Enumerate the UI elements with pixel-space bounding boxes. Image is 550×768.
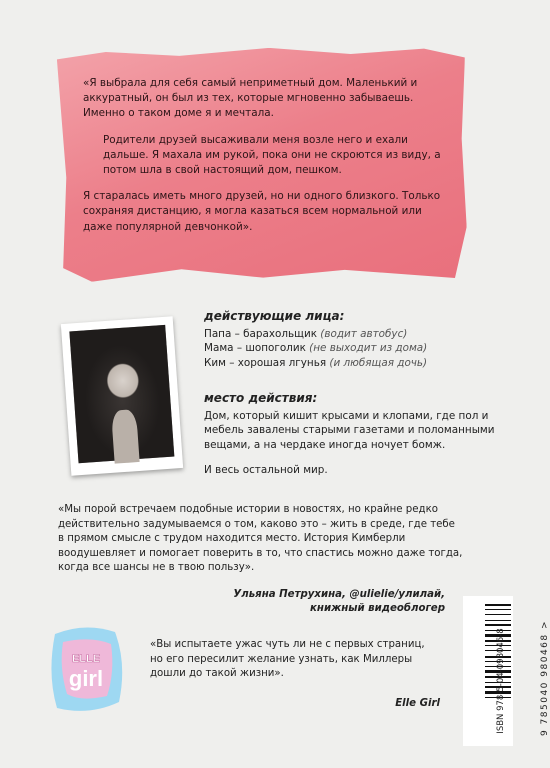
setting-heading: место действия: — [204, 391, 318, 405]
setting-section — [204, 391, 504, 478]
role-line: Ким – хорошая лгунья (и любящая дочь) — [204, 356, 428, 369]
portrait-image — [69, 325, 174, 463]
role-line: Мама – шопоголик (не выходит из дома) — [204, 342, 428, 354]
review-source-2: Elle Girl — [395, 698, 440, 709]
role-line: Папа – барахольщик (водит автобус) — [204, 327, 408, 340]
note-quote — [83, 76, 453, 246]
review-quote-1: «Мы порой встречаем подобные истории в новостях, но крайне редко действительно задумываемся о том, каково это – жить в среде, где тебе в прямом смысле с трудом находится место. История Кимберли воодушевляет и помогает поверить в то, что спастись можно даже тогда, когда все шансы не в твою пользу». — [58, 504, 463, 573]
setting-world: И весь остальной мир. — [204, 464, 328, 476]
review-author-1: Ульяна Петрухина, @ulielie/улилай, книжный видеоблогер — [233, 589, 445, 614]
elle-girl-logo — [45, 624, 127, 716]
author-photo — [61, 316, 183, 475]
barcode-bar — [485, 614, 511, 615]
logo-main-text: girl — [68, 666, 104, 691]
barcode-bar — [485, 609, 511, 610]
barcode-digits: 9 785040 980468 > — [540, 619, 550, 737]
characters-heading: действующие лица: — [204, 309, 345, 323]
characters-section — [204, 309, 504, 370]
note-paragraph-2: Родители друзей высаживали меня возле него и ехали дальше. Я махала им рукой, пока они не скроются из виду, а потом шла в свой настоящий дом, пешком. — [103, 133, 441, 177]
review-quote-2: «Вы испытаете ужас чуть ли не с первых страниц, но его пересилит желание узнать, как Миллеры дошли до такой жизни». — [150, 639, 425, 679]
setting-description: Дом, который кишит крысами и клопами, где пол и мебель завалены старыми газетами и поломанными вещами, а на чердаке иногда ночует бомж. — [204, 409, 495, 451]
note-paragraph-1: «Я выбрала для себя самый неприметный дом. Маленький и аккуратный, он был из тех, которые мгновенно забываешь. Именно о таком доме я и мечтала. — [83, 77, 418, 120]
barcode-bar — [485, 604, 511, 606]
isbn-label: ISBN 978-5-04-098046-8 — [496, 628, 506, 734]
note-paragraph-3: Я старалась иметь много друзей, но ни одного близкого. Только сохраняя дистанцию, я могла казаться всем нормальной или даже популярной девчонкой». — [83, 190, 441, 233]
logo-top-text: ELLE — [71, 653, 101, 665]
